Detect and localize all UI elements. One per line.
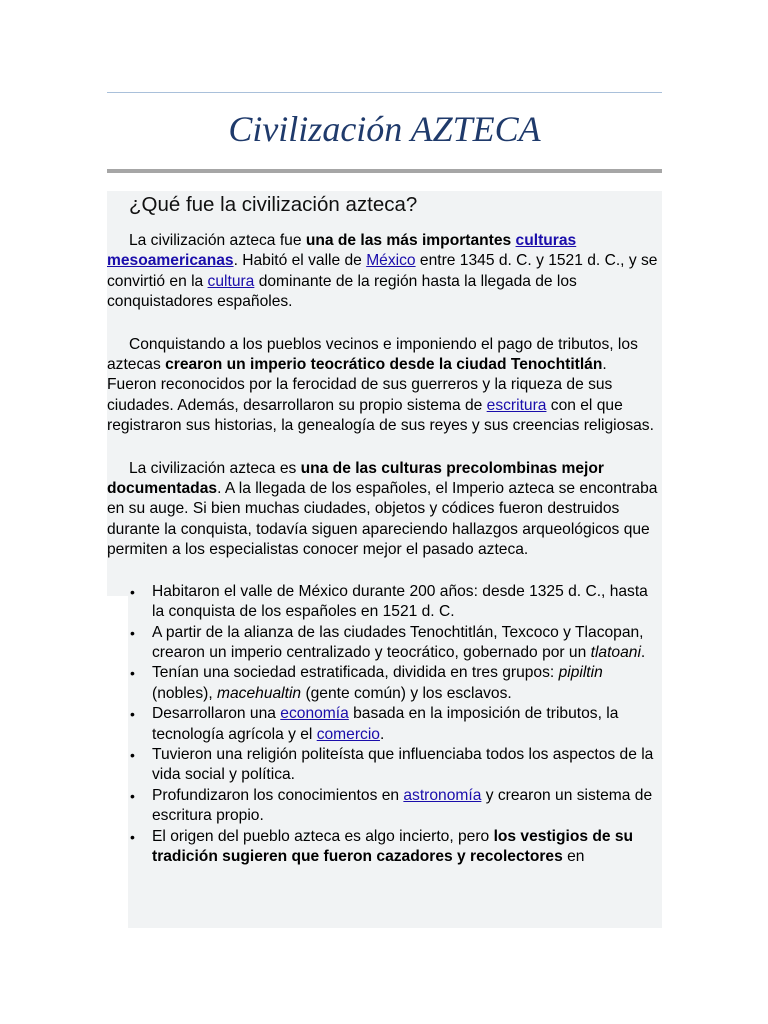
link-comercio[interactable]: comercio	[316, 725, 380, 743]
italic-term: tlatoani	[590, 643, 641, 661]
list-item: • A partir de la alianza de las ciudades Tenochtitlán, Texcoco y Tlacopan, crearon un imperio centralizado y teocrático, gobernado por un tlatoani.	[152, 623, 658, 664]
text: entre 1345 d. C. y 1521 d. C., y se convirtió en la	[107, 252, 658, 290]
link-cultura[interactable]: cultura	[207, 272, 255, 290]
list-item: • Tenían una sociedad estratificada, dividida en tres grupos: pipiltin (nobles), macehualtin (gente común) y los esclavos.	[152, 663, 658, 704]
link-escritura[interactable]: escritura	[486, 396, 547, 414]
text: Conquistando a los pueblos vecinos e imponiendo el pago de tributos, los aztecas	[107, 335, 638, 374]
list-item: • El origen del pueblo azteca es algo incierto, pero los vestigios de su tradición sugieren que fueron cazadores y recolectores en	[152, 827, 658, 868]
list-item: • Habitaron el valle de México durante 200 años: desde 1325 d. C., hasta la conquista de los españoles en 1521 d. C.	[152, 582, 658, 623]
bold-text: una de las culturas precolombinas mejor documentadas	[107, 459, 604, 498]
list-item: • Desarrollaron una economía basada en la imposición de tributos, la tecnología agrícola y el comercio.	[152, 704, 658, 745]
title-divider	[107, 169, 662, 173]
italic-term: pipiltin	[558, 664, 603, 682]
list-item: • Profundizaron los conocimientos en astronomía y crearon un sistema de escritura propio.	[152, 786, 658, 827]
link-culturas-mesoamericanas[interactable]: culturas mesoamericanas	[107, 232, 577, 270]
paragraph-documented	[107, 459, 658, 561]
bold-text: una de las más importantes culturas mesoamericanas	[107, 232, 577, 270]
bold-text: los vestigios de su tradición sugieren que fueron cazadores y recolectores	[152, 827, 634, 865]
paragraph-conquest	[107, 335, 658, 437]
list-item: • Tuvieron una religión politeísta que influenciaba todos los aspectos de la vida social y política.	[152, 745, 658, 786]
facts-list	[107, 582, 658, 868]
text: . Habitó el valle de	[233, 252, 367, 270]
text: dominante de la región hasta la llegada de los conquistadores españoles.	[107, 272, 577, 311]
italic-term: macehualtin	[217, 684, 302, 702]
section-heading: ¿Qué fue la civilización azteca?	[129, 193, 418, 216]
text: . Fueron reconocidos por la ferocidad de sus guerreros y la riqueza de sus ciudades. Además, desarrollaron su propio sistema de	[107, 356, 613, 414]
text: La civilización azteca fue	[129, 232, 306, 249]
top-divider	[107, 92, 662, 93]
article-body	[107, 191, 658, 867]
link-mexico[interactable]: México	[366, 252, 416, 270]
document-title: Civilización AZTECA	[228, 109, 541, 149]
link-economia[interactable]: economía	[280, 705, 349, 723]
paragraph-intro	[107, 231, 658, 313]
text: con el que registraron sus historias, la genealogía de sus reyes y sus creencias religiosas.	[107, 396, 654, 435]
link-astronomia[interactable]: astronomía	[403, 786, 482, 804]
text: . A la llegada de los españoles, el Imperio azteca se encontraba en su auge. Si bien muchas ciudades, objetos y códices fueron destruidos durante la conquista, todavía siguen apareciendo hallazgos arqueológicos que permiten a los especialistas conocer mejor el pasado azteca.	[107, 480, 658, 559]
text: La civilización azteca es	[129, 459, 301, 477]
bold-text: crearon un imperio teocrático desde la ciudad Tenochtitlán	[165, 356, 603, 374]
